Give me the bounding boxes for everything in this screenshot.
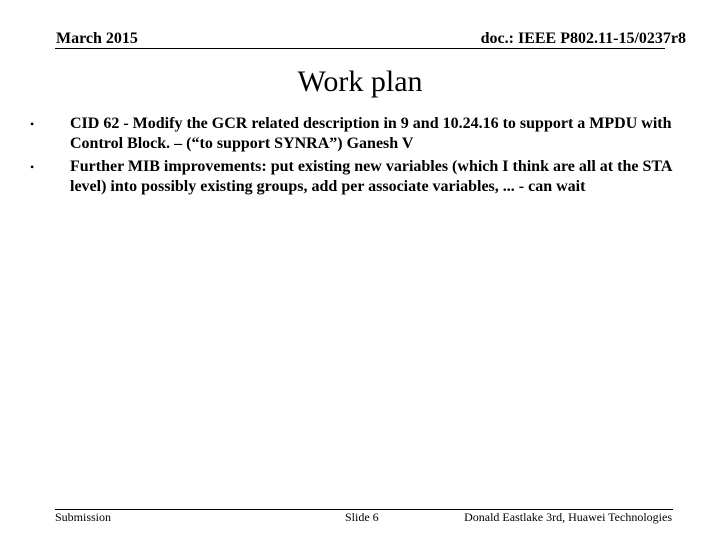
footer-submission: Submission [55, 510, 112, 524]
bullet-text: Further MIB improvements: put existing new variables (which I think are all at the STA level) into possibly existing groups, add per associate variables, ... - can wait [70, 158, 672, 195]
footer-slide-number: Slide 6 [345, 510, 379, 524]
bullet-list [30, 114, 690, 200]
bullet-marker: • [30, 117, 35, 131]
slide-title: Work plan [297, 65, 423, 98]
footer-author: Donald Eastlake 3rd, Huawei Technologies [464, 510, 672, 524]
bullet-item [30, 157, 690, 197]
header-divider [55, 48, 665, 49]
bullet-marker: • [30, 160, 35, 174]
bullet-text: CID 62 - Modify the GCR related description in 9 and 10.24.16 to support a MPDU with Control Block. – (“to support SYNRA”) Ganesh V [70, 115, 672, 152]
bullet-item [30, 114, 690, 154]
header-doc-id: doc.: IEEE P802.11-15/0237r8 [480, 30, 686, 47]
header-date: March 2015 [56, 30, 138, 47]
